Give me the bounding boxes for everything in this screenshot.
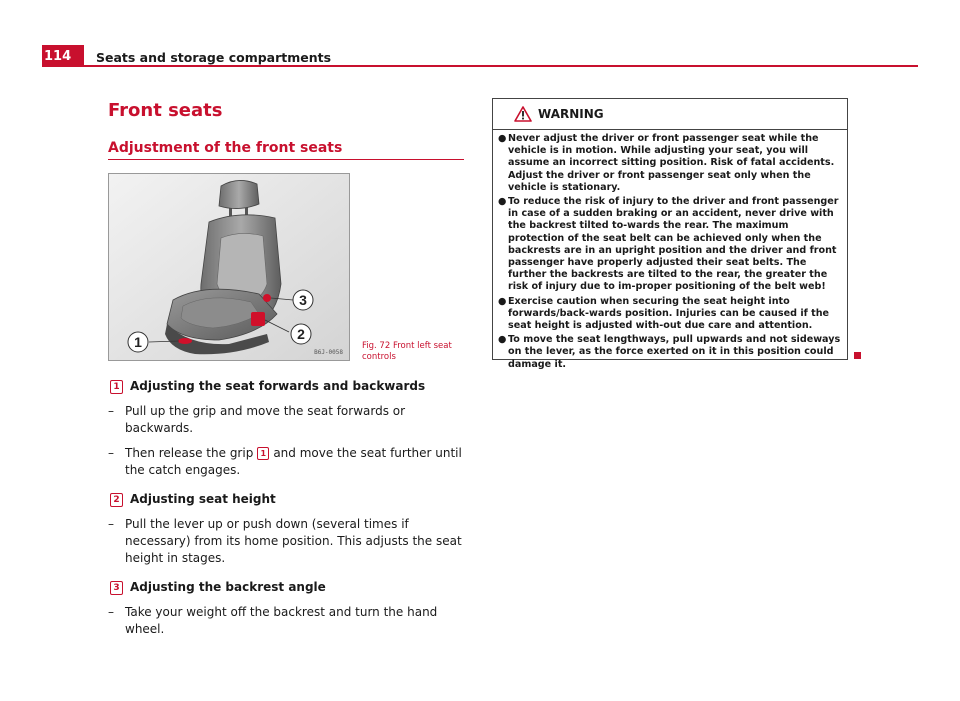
warning-header [498,99,842,129]
callout-2-label: 2 [297,326,305,342]
warning-item-text: To move the seat lengthways, pull upwards and not sideways on the lever, as the force exerted on it in this position could damage it. [508,334,841,370]
step-3-title-text: Adjusting the backrest angle [130,580,326,594]
dash: – [108,605,114,619]
section-end-marker [854,352,861,359]
bullet: ● [498,295,507,307]
seat-drawing [109,174,349,360]
step-2-line-1 [108,516,464,567]
warning-item-text: Never adjust the driver or front passenger seat while the vehicle is in motion. While adjusting your seat, you will assume an incorrect sitting position. Risk of fatal accidents. Adjust the driver or front passenger seat only when the vehicle is stationary. [508,133,835,193]
warning-item [498,296,842,333]
warning-triangle-icon [514,106,532,122]
figure-code: B6J-0058 [314,349,343,356]
running-header-title: Seats and storage compartments [96,50,332,65]
callout-2 [291,324,311,344]
callout-1-label: 1 [134,334,142,350]
step-1-title-text: Adjusting the seat forwards and backwards [130,379,426,393]
bullet: ● [498,196,507,208]
figure-caption: Fig. 72 Front left seat controls [362,341,452,362]
seat-illustration [108,173,350,361]
warning-rule [493,129,847,130]
page-number: 114 [42,45,84,67]
bullet: ● [498,334,507,346]
step-3-badge: 3 [110,581,123,595]
warning-title: WARNING [538,107,604,121]
callout-3 [293,290,313,310]
adjustment-steps [108,378,464,638]
header-rule [84,65,918,67]
step-2-line-1-text: Pull the lever up or push down (several times if necessary) from its home position. This adjusts the seat height in stages. [125,517,462,565]
step-3-line-1-text: Take your weight off the backrest and turn the hand wheel. [125,605,438,636]
step-1-badge: 1 [110,380,123,394]
dash: – [108,404,114,418]
dash: – [108,517,114,531]
warning-item [498,334,842,371]
step-2-title-text: Adjusting seat height [130,492,276,506]
warning-item [498,133,842,194]
callout-1 [128,332,148,352]
warning-item-text: Exercise caution when securing the seat height into forwards/back-wards position. Injuries can be caused if the seat height is adjusted with-out due care and attention. [508,295,830,332]
step-3-line-1 [108,604,464,638]
step-1-title [108,378,464,395]
step-2-title [108,491,464,508]
callout-3-label: 3 [299,292,307,308]
grip-reference-badge: 1 [257,447,269,460]
step-3-title [108,579,464,596]
section-subtitle: Adjustment of the front seats [108,140,343,156]
step-1-line-2-before: Then release the grip [125,446,254,460]
step-1-line-1 [108,403,464,437]
step-1-line-2 [108,445,464,479]
subtitle-rule [108,159,464,160]
section-title: Front seats [108,100,223,121]
step-1-line-2-text [125,445,464,479]
warning-box [492,98,848,370]
dash: – [108,446,114,460]
warning-item-text: To reduce the risk of injury to the driver and front passenger in case of a sudden braking or an accident, never drive with the backrest tilted to-wards the rear. The maximum protection of the seat belt can be achieved only when the backrests are in an upright position and the driver and front passenger have properly adjusted their seat belts. The further the backrests are tilted to the rear, the greater the risk of injury due to im-proper positioning of the belt web! [508,196,839,293]
warning-item [498,196,842,294]
step-1-line-1-text: Pull up the grip and move the seat forwards or backwards. [125,404,406,435]
step-1-line-2-after: and move the seat further until the catch engages. [125,446,462,477]
step-2-badge: 2 [110,493,123,507]
bullet: ● [498,133,507,144]
